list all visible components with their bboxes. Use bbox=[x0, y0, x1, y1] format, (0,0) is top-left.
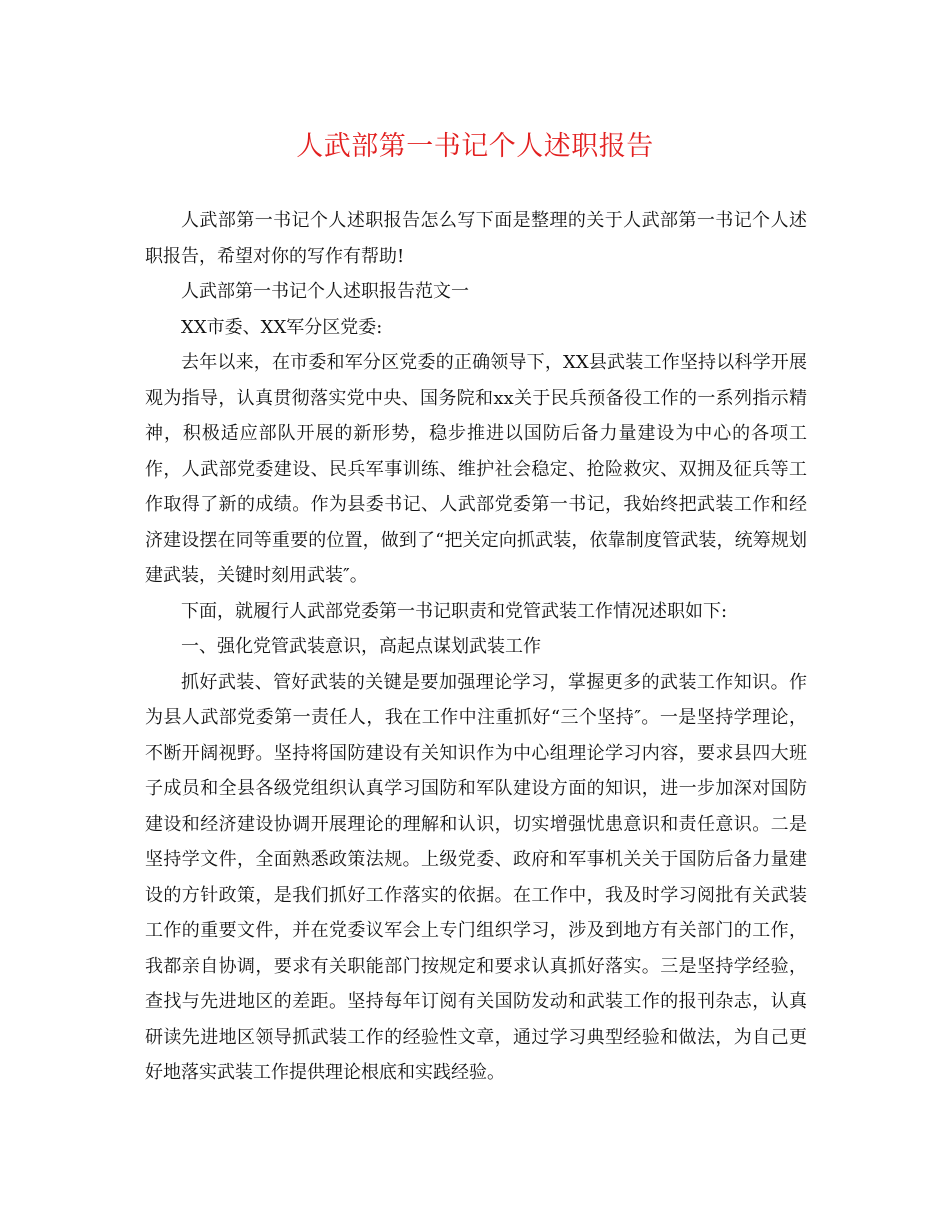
section-heading: 一、强化党管武装意识，高起点谋划武装工作 bbox=[181, 636, 541, 657]
body-paragraph: 抓好武装、管好武装的关键是要加强理论学习，掌握更多的武装工作知识。作为县人武部党委第一责任人，我在工作中注重抓好“三个坚持″。一是坚持学理论，不断开阔视野。坚持将国防建设有关知识作为中心组理论学习内容，要求县四大班子成员和全县各级党组织认真学习国防和军队建设方面的知识，进一步加深对国防建设和经济建设协调开展理论的理解和认识，切实增强忧患意识和责任意识。二是坚持学文件，全面熟悉政策法规。上级党委、政府和军事机关关于国防后备力量建设的方针政策，是我们抓好工作落实的依据。在工作中，我及时学习阅批有关武装工作的重要文件，并在党委议军会上专门组织学习，涉及到地方有关部门的工作，我都亲自协调，要求有关职能部门按规定和要求认真抓好落实。三是坚持学经验，查找与先进地区的差距。坚持每年订阅有关国防发动和武装工作的报刊杂志，认真研读先进地区领导抓武装工作的经验性文章，通过学习典型经验和做法，为自己更好地落实武装工作提供理论根底和实践经验。 bbox=[145, 671, 807, 1083]
document-body bbox=[145, 203, 807, 1091]
section-heading: 人武部第一书记个人述职报告范文一 bbox=[181, 281, 469, 302]
document-title: 人武部第一书记个人述职报告 bbox=[296, 131, 654, 162]
body-paragraph: 去年以来，在市委和军分区党委的正确领导下，XX县武装工作坚持以科学开展观为指导，认真贯彻落实党中央、国务院和xx关于民兵预备役工作的一系列指示精神，积极适应部队开展的新形势，稳步推进以国防后备力量建设为中心的各项工作，人武部党委建设、民兵军事训练、维护社会稳定、抢险救灾、双拥及征兵等工作取得了新的成绩。作为县委书记、人武部党委第一书记，我始终把武装工作和经济建设摆在同等重要的位置，做到了“把关定向抓武装，依靠制度管武装，统筹规划建武装，关键时刻用武装″。 bbox=[145, 352, 807, 586]
intro-paragraph: 人武部第一书记个人述职报告怎么写下面是整理的关于人武部第一书记个人述职报告，希望对你的写作有帮助! bbox=[145, 210, 807, 267]
body-paragraph: 下面，就履行人武部党委第一书记职责和党管武装工作情况述职如下: bbox=[181, 600, 728, 622]
salutation-paragraph: XX市委、XX军分区党委: bbox=[181, 316, 383, 338]
